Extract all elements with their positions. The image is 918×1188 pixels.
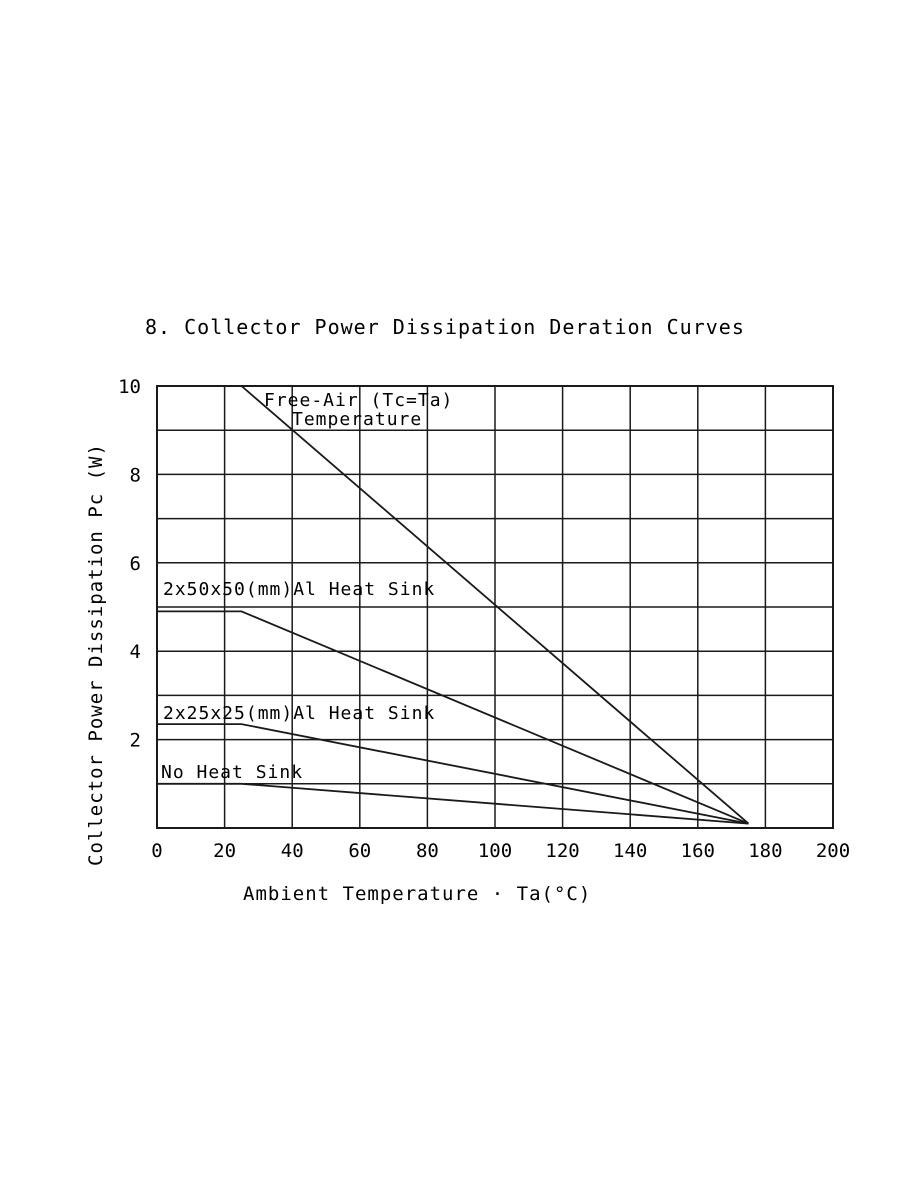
y-tick-label: 4 (129, 641, 141, 664)
annotation-no-heat-sink: No Heat Sink (161, 762, 304, 783)
chart-title: 8. Collector Power Dissipation Deration Curves (145, 315, 745, 339)
x-tick-label: 140 (613, 840, 648, 862)
annotation-temperature: Temperature (292, 409, 423, 430)
y-tick-label: 6 (129, 552, 141, 575)
x-tick-label: 180 (748, 840, 783, 862)
y-tick-label: 8 (129, 464, 141, 487)
tick-labels (118, 376, 850, 862)
annotation-heatsink-50: 2x50x50(mm)Al Heat Sink (163, 579, 436, 600)
x-tick-label: 0 (151, 840, 163, 862)
x-tick-label: 60 (348, 840, 372, 862)
x-tick-label: 80 (415, 840, 439, 862)
series-lines (157, 386, 749, 824)
y-axis-label: Collector Power Dissipation Pc (W) (85, 443, 107, 866)
series-line-4 (157, 784, 749, 824)
x-tick-label: 20 (213, 840, 237, 862)
x-tick-label: 200 (815, 840, 851, 862)
x-axis-label: Ambient Temperature · Ta(°C) (243, 883, 592, 905)
x-tick-label: 40 (280, 840, 304, 862)
x-tick-label: 120 (545, 840, 580, 862)
annotation-heatsink-25: 2x25x25(mm)Al Heat Sink (163, 703, 436, 724)
y-tick-label: 2 (129, 729, 141, 752)
annotation-free-air: Free-Air (Tc=Ta) (264, 390, 454, 411)
x-tick-label: 100 (477, 840, 513, 862)
x-tick-label: 160 (680, 840, 715, 862)
y-tick-label: 10 (118, 376, 141, 398)
